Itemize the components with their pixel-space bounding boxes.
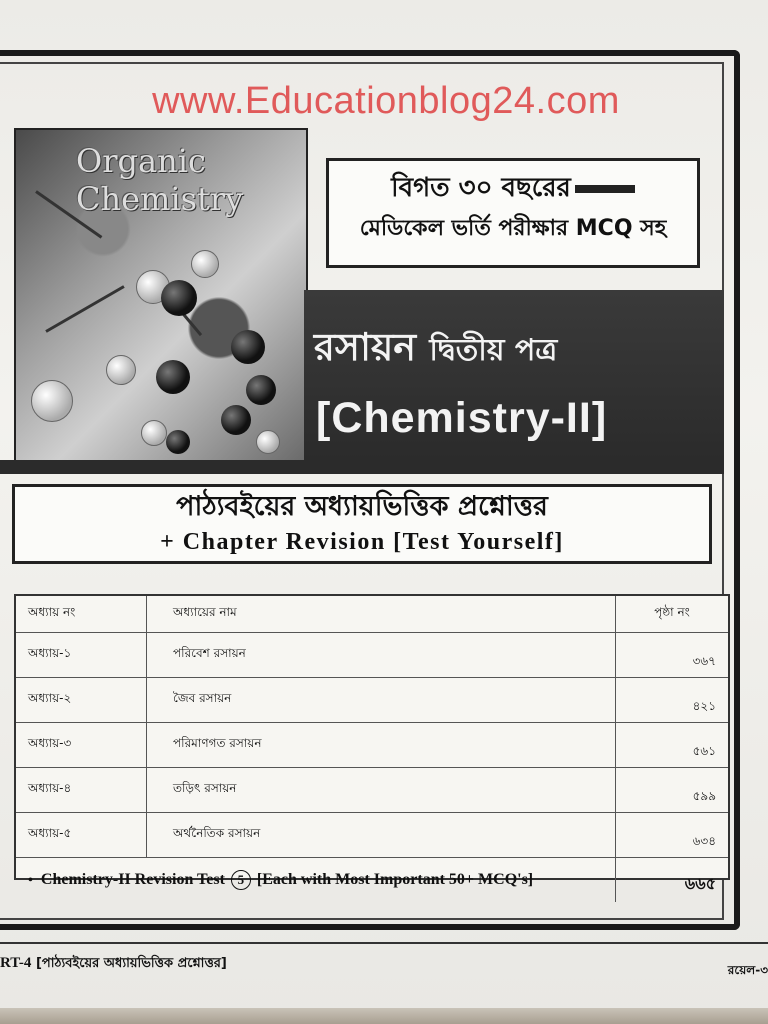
subject-paper: দ্বিতীয় পত্র bbox=[429, 333, 558, 368]
toc-chapter: অধ্যায়-২ bbox=[16, 678, 147, 723]
table-surface-edge bbox=[0, 1008, 768, 1024]
toc-chapter: অধ্যায়-১ bbox=[16, 633, 147, 678]
toc-row bbox=[16, 768, 728, 813]
circled-number-icon: 5 bbox=[231, 870, 251, 890]
toc-row bbox=[16, 633, 728, 678]
toc-header-page-no: পৃষ্ঠা নং bbox=[616, 596, 729, 633]
toc-page: ৫৬১ bbox=[616, 723, 729, 768]
toc-chapter-name: তড়িৎ রসায়ন bbox=[147, 768, 616, 813]
toc-chapter: অধ্যায়-৩ bbox=[16, 723, 147, 768]
toc-chapter: অধ্যায়-৫ bbox=[16, 813, 147, 858]
section-heading-box bbox=[12, 484, 712, 564]
molecule-atom bbox=[156, 360, 190, 394]
subject-title-bangla bbox=[314, 318, 714, 382]
toc-page: ৩৬৭ bbox=[616, 633, 729, 678]
molecule-atom bbox=[106, 355, 136, 385]
revision-title: Chemistry-II Revision Test bbox=[40, 871, 225, 888]
toc-header-chapter-no: অধ্যায় নং bbox=[16, 596, 147, 633]
toc-page: ৪২১ bbox=[616, 678, 729, 723]
section-heading-bangla: পাঠ্যবইয়ের অধ্যায়ভিত্তিক প্রশ্নোত্তর bbox=[176, 491, 548, 522]
toc-header-chapter-name: অধ্যায়ের নাম bbox=[147, 596, 616, 633]
toc-row bbox=[16, 723, 728, 768]
toc-chapter-name: পরিবেশ রসায়ন bbox=[147, 633, 616, 678]
toc-revision-row bbox=[16, 858, 728, 903]
footer-publisher: রয়েল-৩ bbox=[727, 963, 768, 977]
molecule-atom bbox=[246, 375, 276, 405]
bullet-icon: • bbox=[28, 873, 33, 888]
toc-chapter-name: পরিমাণগত রসায়ন bbox=[147, 723, 616, 768]
toc-revision-page: ৬৬৫ bbox=[616, 858, 729, 903]
toc-chapter-name: অর্থনৈতিক রসায়ন bbox=[147, 813, 616, 858]
toc-page: ৫৯৯ bbox=[616, 768, 729, 813]
cover-title-line1: Organic bbox=[76, 142, 206, 180]
organic-chemistry-cover-image bbox=[14, 128, 308, 462]
subject-band-bottom bbox=[0, 460, 724, 474]
molecule-atom bbox=[221, 405, 251, 435]
footer-divider bbox=[0, 942, 768, 944]
molecule-atom bbox=[191, 250, 219, 278]
molecule-atom bbox=[31, 380, 73, 422]
cover-title-line2: Chemistry bbox=[76, 180, 244, 218]
mcq-banner bbox=[326, 158, 700, 268]
table-of-contents bbox=[14, 594, 730, 893]
toc-chapter-name: জৈব রসায়ন bbox=[147, 678, 616, 723]
toc-row bbox=[16, 813, 728, 858]
subject-name: রসায়ন bbox=[314, 325, 417, 369]
toc-page: ৬৩৪ bbox=[616, 813, 729, 858]
section-heading-english: + Chapter Revision [Test Yourself] bbox=[160, 529, 564, 555]
molecule-atom bbox=[231, 330, 265, 364]
banner-dash bbox=[575, 185, 635, 193]
footer-code: RT-4 bbox=[0, 955, 32, 971]
footer-section-name: [পাঠ্যবইয়ের অধ্যায়ভিত্তিক প্রশ্নোত্তর] bbox=[35, 956, 227, 971]
toc-chapter: অধ্যায়-৪ bbox=[16, 768, 147, 813]
toc-revision-text bbox=[16, 858, 616, 903]
cover-image-title bbox=[76, 142, 243, 218]
banner-line2: মেডিকেল ভর্তি পরীক্ষার MCQ সহ bbox=[359, 216, 667, 241]
banner-line1-text: বিগত ৩০ বছরের bbox=[391, 173, 571, 203]
molecule-atom bbox=[161, 280, 197, 316]
subject-title-english: [Chemistry-II] bbox=[316, 394, 608, 442]
molecule-atom bbox=[141, 420, 167, 446]
molecule-bond bbox=[45, 285, 124, 333]
revision-description: [Each with Most Important 50+ MCQ's] bbox=[256, 871, 534, 888]
molecule-atom bbox=[166, 430, 190, 454]
watermark-url: www.Educationblog24.com bbox=[152, 80, 620, 122]
banner-line1 bbox=[339, 169, 687, 207]
molecule-atom bbox=[256, 430, 280, 454]
toc-header-row bbox=[16, 596, 728, 633]
toc-row bbox=[16, 678, 728, 723]
footer-left bbox=[0, 954, 227, 975]
